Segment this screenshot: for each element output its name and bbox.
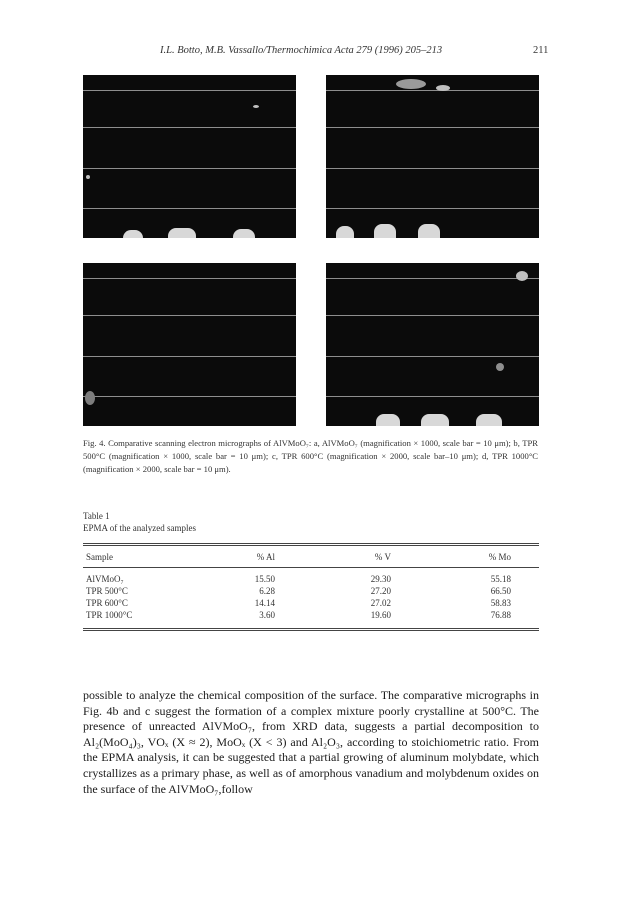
body-paragraph-text: possible to analyze the chemical composition of the surface. The comparative micrographs in Fig. 4b and c suggest the formation of a complex mixture poorly crystalline at 500°C. The presence of unreacted AlVMoO₇, from XRD data, suggests a partial decomposition to Al₂(MoO₄)₃, VOₓ (X ≈ 2), MoOₓ (X < 3) and Al₂O₃, according to stoichiometric ratio. From the EPMA analysis, it can be suggested that a partial growing of aluminum molybdate, which crystallizes as a primary phase, as well as of amorphous vanadium and molybdenum oxides on the surface of the AlVMoO₇,follow bbox=[83, 688, 539, 796]
table-heading bbox=[83, 510, 196, 534]
table-header-mo: % Mo bbox=[488, 552, 511, 562]
table-cell: 58.83 bbox=[490, 598, 511, 608]
table-top-rule bbox=[83, 543, 539, 544]
table-cell: 6.28 bbox=[259, 586, 275, 596]
table-cell: 27.02 bbox=[370, 598, 391, 608]
table-label: Table 1 bbox=[83, 511, 110, 521]
micrograph-d bbox=[326, 263, 539, 426]
table-cell: 27.20 bbox=[370, 586, 391, 596]
table-header-rule bbox=[83, 567, 539, 568]
table-header-sample: Sample bbox=[86, 552, 113, 562]
table-cell: 76.88 bbox=[490, 610, 511, 620]
table-bottom-rule bbox=[83, 628, 539, 629]
table-bottom-rule-2 bbox=[83, 630, 539, 631]
micrograph-c bbox=[83, 263, 296, 426]
table-cell: 15.50 bbox=[254, 574, 275, 584]
micrograph-a bbox=[83, 75, 296, 238]
figure-caption: Fig. 4. Comparative scanning electron micrographs of AlVMoO₇: a, AlVMoO₇ (magnification × 1000, scale bar = 10 μm); b, TPR 500°C (magnification × 1000, scale bar = 10 μm); c, TPR 600°C (magnification × 2000, scale bar–10 μm); d, TPR 1000°C (magnification × 2000, scale bar = 10 μm). bbox=[83, 438, 538, 474]
table-cell: 55.18 bbox=[490, 574, 511, 584]
table-cell: 19.60 bbox=[370, 610, 391, 620]
running-title: I.L. Botto, M.B. Vassallo/Thermochimica Acta 279 (1996) 205–213 bbox=[160, 45, 443, 56]
table-cell: AlVMoO₇ bbox=[86, 574, 124, 584]
table-cell: 14.14 bbox=[254, 598, 275, 608]
table-cell: 3.60 bbox=[259, 610, 275, 620]
page-number: 211 bbox=[533, 45, 549, 56]
table-title: EPMA of the analyzed samples bbox=[83, 523, 196, 533]
table-cell: 29.30 bbox=[370, 574, 391, 584]
micrograph-b bbox=[326, 75, 539, 238]
table-header-al: % Al bbox=[256, 552, 275, 562]
table-cell: TPR 600°C bbox=[86, 598, 128, 608]
table-cell: TPR 500°C bbox=[86, 586, 128, 596]
table-header-v: % V bbox=[374, 552, 391, 562]
table-cell: 66.50 bbox=[490, 586, 511, 596]
table-cell: TPR 1000°C bbox=[86, 610, 133, 620]
body-paragraph bbox=[83, 688, 539, 797]
running-header bbox=[0, 45, 624, 61]
table-top-rule-2 bbox=[83, 545, 539, 546]
